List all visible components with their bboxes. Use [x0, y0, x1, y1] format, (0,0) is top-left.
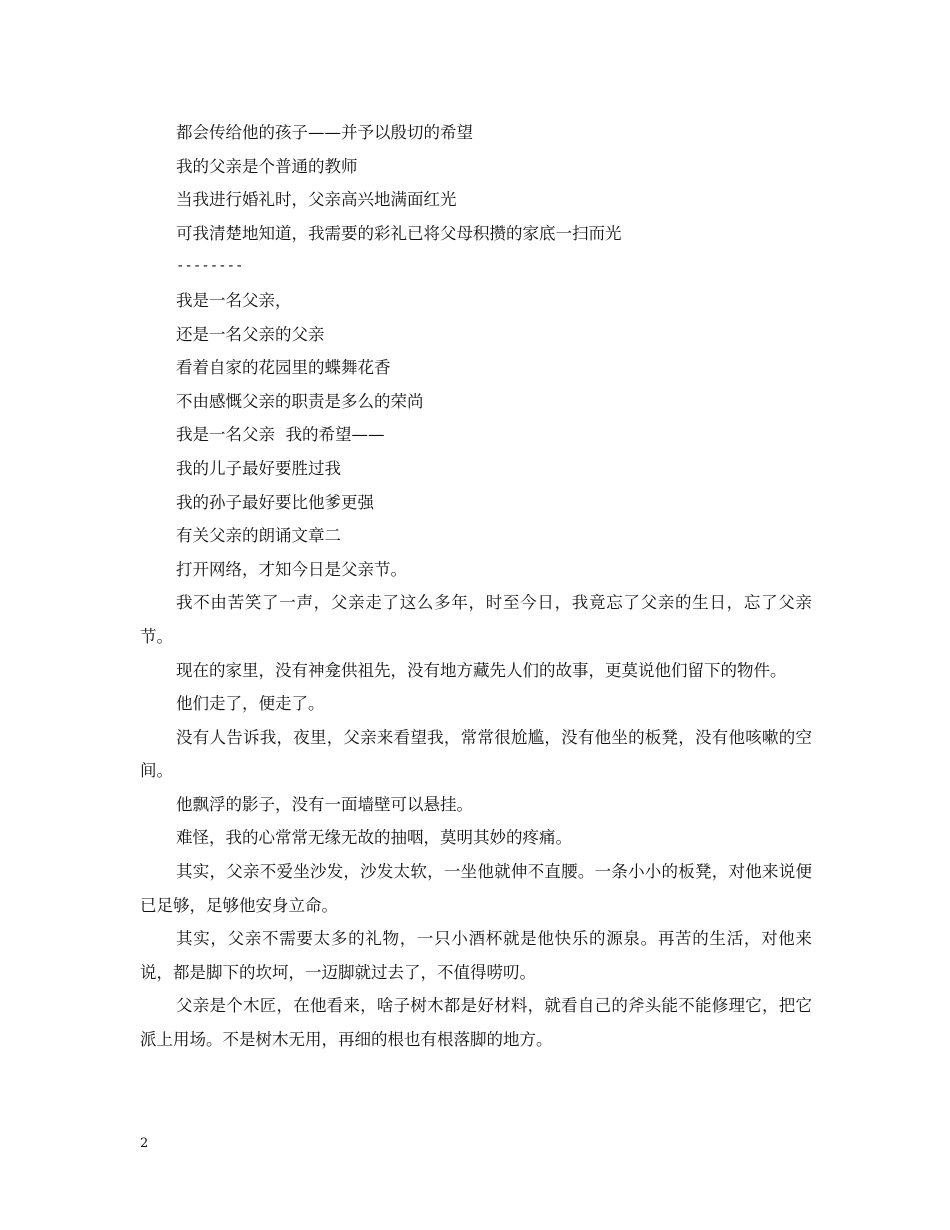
separator-line: --------	[176, 258, 244, 275]
document-body	[140, 116, 812, 1057]
section-heading: 有关父亲的朗诵文章二	[176, 526, 341, 546]
paragraph: 现在的家里，没有神龛供祖先，没有地方藏先人们的故事，更莫说他们留下的物件。	[176, 660, 787, 680]
text-line: 看着自家的花园里的蝶舞花香	[176, 358, 391, 378]
paragraph: 其实，父亲不需要太多的礼物，一只小酒杯就是他快乐的源泉。再苦的生活，对他来说，都是脚下的坎坷，一迈脚就过去了，不值得唠叨。	[140, 929, 812, 982]
text-line: 我的父亲是个普通的教师	[176, 156, 358, 176]
text-line: 我是一名父亲 我的希望——	[176, 425, 385, 445]
paragraph: 难怪，我的心常常无缘无故的抽咽，莫明其妙的疼痛。	[176, 828, 572, 848]
text-line: 我的儿子最好要胜过我	[176, 458, 341, 478]
text-line: 我的孙子最好要比他爹更强	[176, 492, 374, 512]
paragraph: 他飘浮的影子，没有一面墙壁可以悬挂。	[176, 794, 473, 814]
text-line: 可我清楚地知道，我需要的彩礼已将父母积攒的家底一扫而光	[176, 223, 622, 243]
text-line: 当我进行婚礼时，父亲高兴地满面红光	[176, 190, 457, 210]
text-line: 不由感慨父亲的职责是多么的荣尚	[176, 391, 424, 411]
paragraph: 父亲是个木匠，在他看来，啥子树木都是好材料，就看自己的斧头能不能修理它，把它派上用场。不是树木无用，再细的根也有根落脚的地方。	[140, 996, 812, 1050]
text-line: 还是一名父亲的父亲	[176, 324, 325, 344]
paragraph: 没有人告诉我，夜里，父亲来看望我，常常很尬尴，没有他坐的板凳，没有他咳嗽的空间。	[140, 727, 812, 781]
paragraph: 他们走了，便走了。	[176, 694, 325, 714]
text-line: 我是一名父亲，	[176, 290, 292, 310]
paragraph: 其实，父亲不爱坐沙发，沙发太软，一坐他就伸不直腰。一条小小的板凳，对他来说便已足够，足够他安身立命。	[140, 862, 812, 915]
text-line: 打开网络，才知今日是父亲节。	[176, 559, 407, 579]
page-number: 2	[140, 1136, 149, 1151]
paragraph: 我不由苦笑了一声，父亲走了这么多年，时至今日，我竟忘了父亲的生日，忘了父亲节。	[140, 593, 812, 646]
text-line: 都会传给他的孩子——并予以殷切的希望	[176, 123, 473, 142]
